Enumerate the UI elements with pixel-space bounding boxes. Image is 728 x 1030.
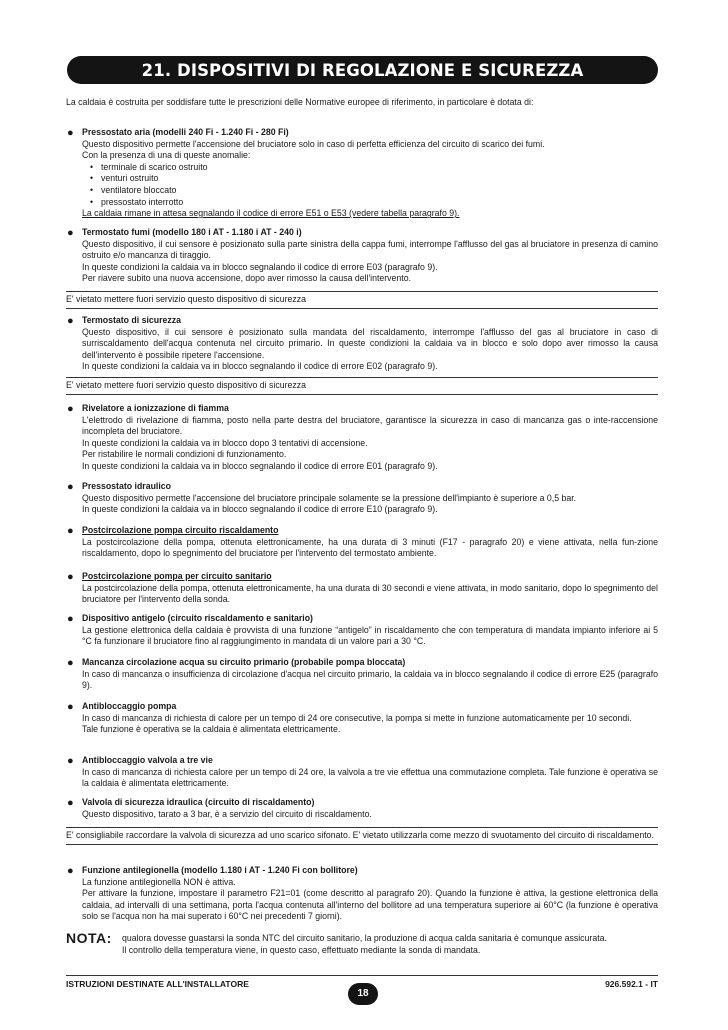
bullet-icon: ● <box>67 797 74 809</box>
item-postcircolazione-riscaldamento <box>66 525 658 560</box>
warning-text: E' vietato mettere fuori servizio questo dispositivo di sicurezza <box>66 377 658 395</box>
nota-label: NOTA: <box>66 930 112 946</box>
item-line: La postcircolazione della pompa, ottenuta elettronicamente, ha una durata di 30 secondi e viene attivata, in modo sanitario, dopo lo spegnimento del bruciatore per l'intervento della sonda. <box>82 582 658 605</box>
item-line: Con la presenza di una di queste anomalie: <box>82 150 251 161</box>
sub-list-item: • ventilatore bloccato <box>90 184 177 195</box>
bullet-icon: ● <box>67 525 74 537</box>
intro-text: La caldaia è costruita per soddisfare tutte le prescrizioni delle Normative europee di riferimento, in particolare è dotata di: <box>66 97 534 107</box>
item-antilegionella <box>66 865 658 923</box>
item-title: Pressostato aria (modelli 240 Fi - 1.240 Fi - 280 Fi) <box>82 127 289 137</box>
footer-divider <box>66 975 658 976</box>
item-termostato-fumi <box>66 227 658 285</box>
bullet-icon: ● <box>67 127 74 139</box>
item-title: Termostato fumi (modello 180 i AT - 1.180 i AT - 240 i) <box>82 227 302 237</box>
item-title: Valvola di sicurezza idraulica (circuito di riscaldamento) <box>82 797 315 807</box>
item-antigelo <box>66 613 658 648</box>
footer-doc-code: 926.592.1 - IT <box>605 979 658 989</box>
nota-text <box>122 932 658 956</box>
item-title: Antibloccaggio valvola a tre vie <box>82 755 213 765</box>
item-line: La postcircolazione della pompa, ottenuta elettronicamente, ha una durata di 3 minuti (F17 - paragrafo 20) e viene attivata, nella fun-zione riscaldamento, dopo lo spegnimento del bruciatore per l'intervento del termostato ambiente. <box>82 536 658 559</box>
bullet-icon: ● <box>67 701 74 713</box>
sub-list-item: • terminale di scarico ostruito <box>90 161 208 172</box>
bullet-icon: ● <box>67 227 74 239</box>
bullet-icon: ● <box>67 865 74 877</box>
item-line: La gestione elettronica della caldaia è provvista di una funzione “antigelo” in riscaldamento che con temperatura di mandata impianto inferiore ai 5 °C fa funzionare il bruciatore fino al raggiungimento in mandata di un valore pari a 30 °C. <box>82 624 658 647</box>
nota-line: qualora dovesse guastarsi la sonda NTC del circuito sanitario, la produzione di acqua calda sanitaria è comunque assicurata. <box>122 933 607 943</box>
sub-list-item: • pressostato interrotto <box>90 196 184 207</box>
item-line: Questo dispositivo permette l'accensione del bruciatore solo in caso di perfetta efficienza del circuito di scarico dei fumi. <box>82 138 545 149</box>
item-antibloccaggio-pompa <box>66 701 658 736</box>
item-title: Mancanza circolazione acqua su circuito primario (probabile pompa bloccata) <box>82 657 406 667</box>
item-line: Questo dispositivo, tarato a 3 bar, è a servizio del circuito di riscaldamento. <box>82 808 372 819</box>
item-line: La caldaia rimane in attesa segnalando il codice di errore E51 o E53 (vedere tabella paragrafo 9). <box>82 208 460 219</box>
item-line: L'elettrodo di rivelazione di fiamma, posto nella parte destra del bruciatore, garantisce la sicurezza in caso di mancanza gas o inte-raccensione incompleta del bruciatore. <box>82 414 658 437</box>
bullet-icon: ● <box>67 315 74 327</box>
item-pressostato-idraulico <box>66 481 658 516</box>
page-number: 18 <box>348 983 378 1005</box>
item-line: In queste condizioni la caldaia va in blocco segnalando il codice di errore E10 (paragrafo 9). <box>82 504 438 515</box>
bullet-icon: ● <box>67 481 74 493</box>
item-title: Postcircolazione pompa per circuito sanitario <box>82 571 272 581</box>
item-line: Tale funzione è operativa se la caldaia è alimentata elettricamente. <box>82 724 341 735</box>
section-title: 21. DISPOSITIVI DI REGOLAZIONE E SICUREZZA <box>67 56 658 84</box>
item-line: In queste condizioni la caldaia va in blocco segnalando il codice di errore E02 (paragrafo 9). <box>82 361 438 372</box>
sub-list-item: • venturi ostruito <box>90 173 159 184</box>
item-line: In queste condizioni la caldaia va in blocco segnalando il codice di errore E01 (paragrafo 9). <box>82 460 438 471</box>
item-line: Questo dispositivo permette l'accensione del bruciatore principale solamente se la pressione dell'impianto è superiore a 0,5 bar. <box>82 492 577 503</box>
item-line: In caso di mancanza di richiesta calore per un tempo di 24 ore, la valvola a tre vie effettua una commutazione completa. Tale funzione è operativa se la caldaia è alimentata elettricamente. <box>82 766 658 789</box>
item-termostato-sicurezza <box>66 315 658 373</box>
item-antibloccaggio-valvola <box>66 755 658 790</box>
item-title: Funzione antilegionella (modello 1.180 i AT - 1.240 Fi con bollitore) <box>82 865 358 875</box>
bullet-icon: ● <box>67 755 74 767</box>
item-title: Postcircolazione pompa circuito riscaldamento <box>82 525 279 535</box>
item-title: Dispositivo antigelo (circuito riscaldamento e sanitario) <box>82 613 313 623</box>
item-line: La funzione antilegionella NON è attiva. <box>82 876 236 887</box>
item-title: Termostato di sicurezza <box>82 315 182 325</box>
item-title: Pressostato idraulico <box>82 481 171 491</box>
item-valvola-sicurezza <box>66 797 658 820</box>
item-rivelatore <box>66 403 658 473</box>
item-line: Per riavere subito una nuova accensione, dopo aver rimosso la causa dell'intervento. <box>82 273 412 284</box>
item-line: In queste condizioni la caldaia va in blocco segnalando il codice di errore E03 (paragrafo 9). <box>82 261 438 272</box>
item-title: Antibloccaggio pompa <box>82 701 177 711</box>
item-postcircolazione-sanitario <box>66 571 658 606</box>
item-mancanza-circolazione <box>66 657 658 692</box>
item-pressostato-aria <box>66 127 658 220</box>
item-line: In caso di mancanza o insufficienza di circolazione d'acqua nel circuito primario, la caldaia va in blocco segnalando il codice di errore E25 (paragrafo 9). <box>82 668 658 691</box>
item-line: Questo dispositivo, il cui sensore è posizionato sulla mandata del riscaldamento, interrompe l'afflusso del gas al bruciatore in caso di surriscaldamento dell'acqua contenuta nel circuito primario. In queste condizioni la caldaia va in blocco e solo dopo aver rimosso la causa dell'intervento è possibile ripetere l'accensione. <box>82 326 658 360</box>
footer-left-text: ISTRUZIONI DESTINATE ALL'INSTALLATORE <box>66 979 249 989</box>
bullet-icon: ● <box>67 613 74 625</box>
item-line: In caso di mancanza di richiesta di calore per un tempo di 24 ore consecutive, la pompa si mette in funzione automaticamente per 10 secondi. <box>82 712 632 723</box>
warning-text: E' consigliabile raccordare la valvola di sicurezza ad uno scarico sifonato. E' vietato utilizzarla come mezzo di svuotamento del circuito di riscaldamento. <box>66 827 658 845</box>
item-line: Per attivare la funzione, impostare il parametro F21=01 (come descritto al paragrafo 20). Quando la funzione è attiva, la gestione elettronica della caldaia, ad intervalli di una settimana, porta l'acqua contenuta all'interno del bollitore ad una temperatura superiore ai 60°C (la funzione è operativa solo se l'acqua non ha mai superato i 60°C nei precedenti 7 giorni). <box>82 888 658 922</box>
warning-text: E' vietato mettere fuori servizio questo dispositivo di sicurezza <box>66 291 658 309</box>
bullet-icon: ● <box>67 657 74 669</box>
item-title: Rivelatore a ionizzazione di fiamma <box>82 403 229 413</box>
item-line: Questo dispositivo, il cui sensore è posizionato sulla parte sinistra della cappa fumi, interrompe l'afflusso del gas al bruciatore in presenza di camino ostruito e/o mancanza di tiraggio. <box>82 238 658 261</box>
item-line: In queste condizioni la caldaia va in blocco dopo 3 tentativi di accensione. <box>82 437 368 448</box>
bullet-icon: ● <box>67 403 74 415</box>
nota-line: Il controllo della temperatura viene, in questo caso, effettuato mediante la sonda di mandata. <box>122 945 481 955</box>
item-line: Per ristabilire le normali condizioni di funzionamento. <box>82 449 287 460</box>
bullet-icon: ● <box>67 571 74 583</box>
